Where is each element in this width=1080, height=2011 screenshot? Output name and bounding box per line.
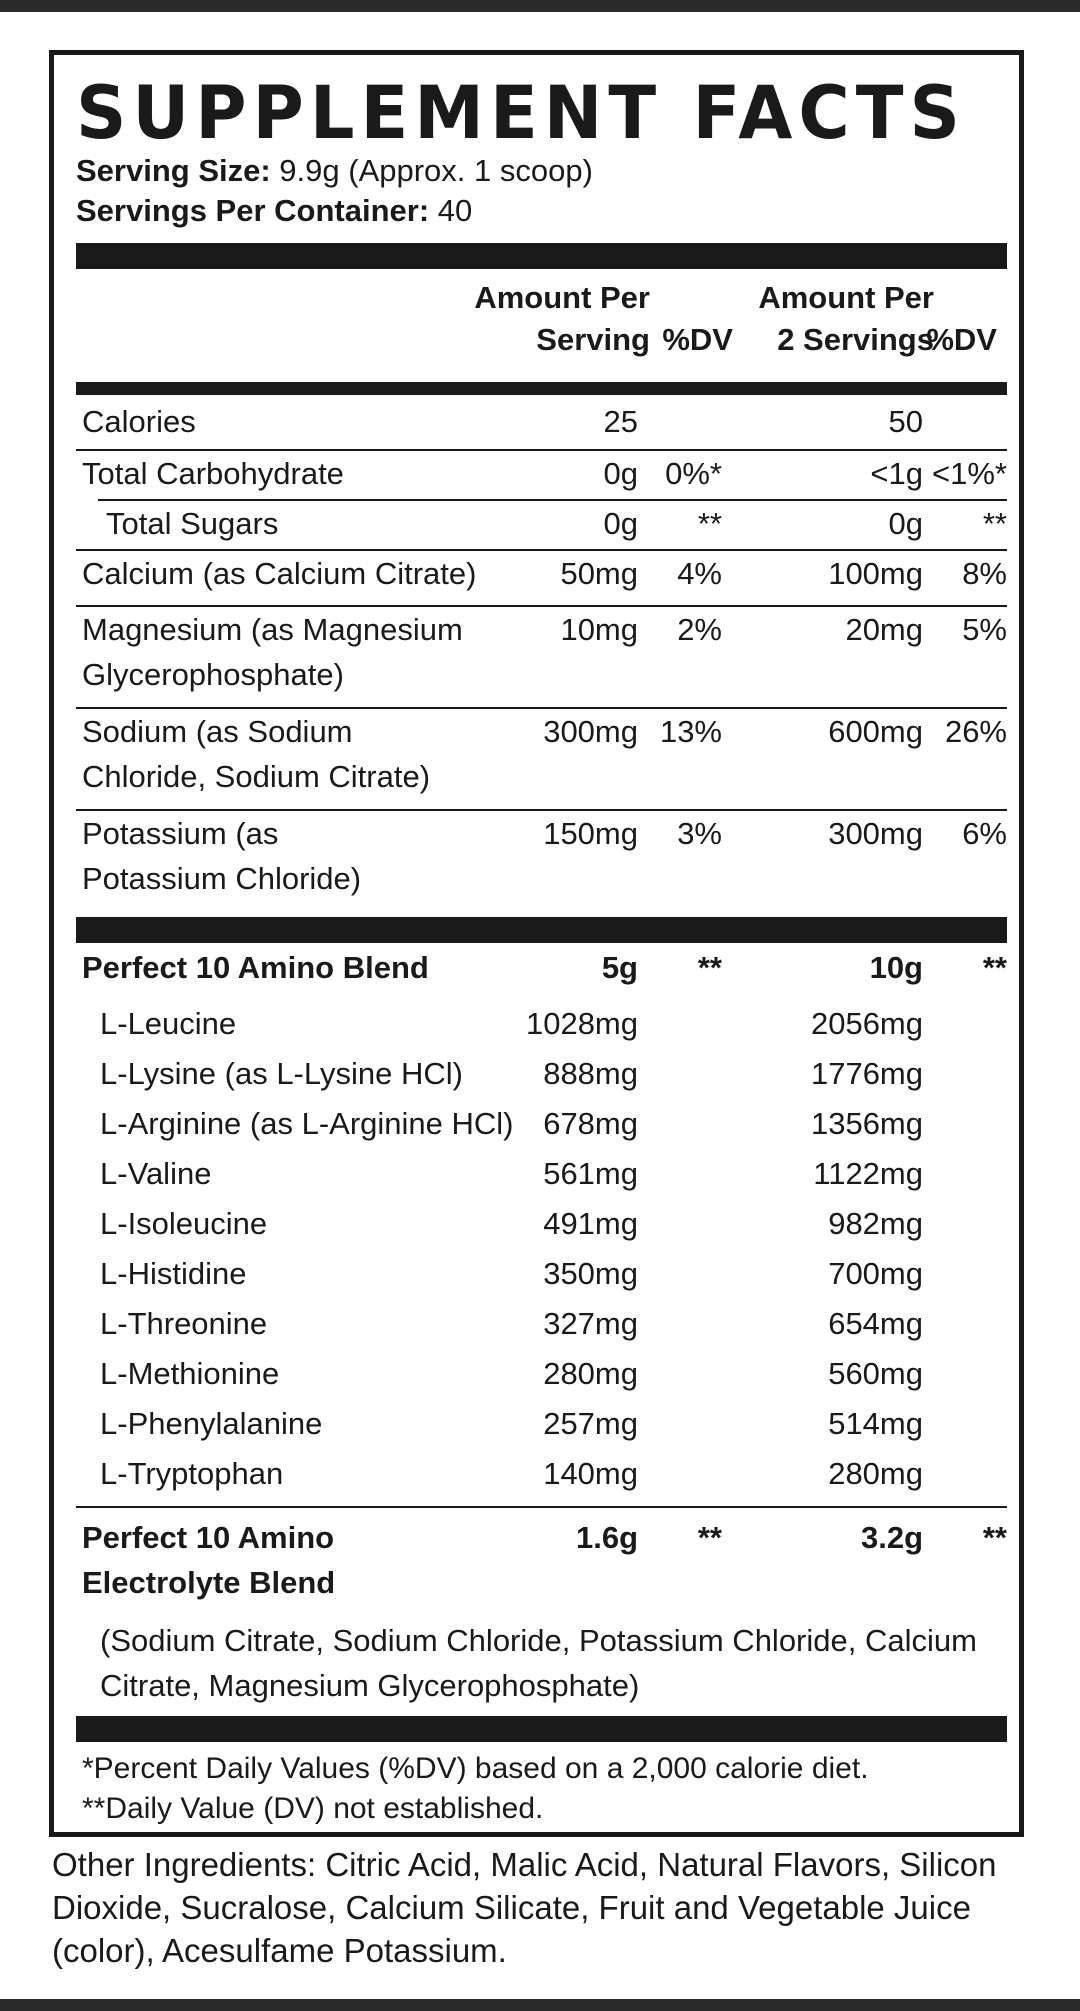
supplement-facts-panel bbox=[49, 50, 1024, 1837]
col-dv1: %DV bbox=[662, 322, 733, 357]
thick-divider bbox=[76, 917, 1007, 943]
amount-per-2-servings: 100mg bbox=[828, 556, 923, 591]
amount-per-2-servings: 982mg bbox=[828, 1206, 923, 1241]
amount-per-2-servings: 700mg bbox=[828, 1256, 923, 1291]
col-amount2-line1: Amount Per bbox=[758, 280, 934, 315]
servings-value: 40 bbox=[429, 193, 473, 228]
amino-name: L-Valine bbox=[100, 1156, 212, 1191]
amount-per-2-servings: 50 bbox=[888, 404, 923, 439]
dv-not-established-footnote: **Daily Value (DV) not established. bbox=[82, 1792, 544, 1825]
amount-per-serving: 10mg bbox=[560, 612, 638, 647]
amount-per-serving: 678mg bbox=[543, 1106, 638, 1141]
amino-name: L-Threonine bbox=[100, 1306, 268, 1341]
serving-size-value: 9.9g (Approx. 1 scoop) bbox=[270, 153, 593, 188]
dv-per-2-servings: 26% bbox=[944, 714, 1007, 749]
top-border bbox=[0, 0, 1080, 12]
dv-per-2-servings: <1%* bbox=[932, 456, 1007, 491]
amino-name: L-Histidine bbox=[100, 1256, 247, 1291]
amount-per-serving: 140mg bbox=[543, 1456, 638, 1491]
amount-per-2-servings: 300mg bbox=[828, 816, 923, 851]
amount-per-serving: 257mg bbox=[543, 1406, 638, 1441]
amount-per-serving: 561mg bbox=[543, 1156, 638, 1191]
servings-per-container bbox=[76, 191, 472, 231]
col-amount-per-2-servings bbox=[758, 277, 934, 361]
bottom-border bbox=[0, 1999, 1080, 2011]
amino-name: L-Arginine (as L-Arginine HCl) bbox=[100, 1106, 514, 1141]
amount-per-2-servings: 1356mg bbox=[810, 1106, 923, 1141]
nutrient-name: Potassium (as Potassium Chloride) bbox=[82, 816, 362, 896]
serving-size bbox=[76, 151, 593, 191]
amount-per-serving: 0g bbox=[603, 506, 638, 541]
row-rule bbox=[76, 1506, 1007, 1508]
blend-name: Perfect 10 Amino Electrolyte Blend bbox=[82, 1520, 336, 1600]
amount-per-2-servings: 280mg bbox=[828, 1456, 923, 1491]
dv-per-2-servings: 6% bbox=[962, 816, 1007, 851]
amount-per-serving: 5g bbox=[601, 950, 638, 985]
dv-per-serving: 4% bbox=[677, 556, 722, 591]
nutrient-name: Calcium (as Calcium Citrate) bbox=[82, 556, 477, 591]
amount-per-serving: 327mg bbox=[543, 1306, 638, 1341]
amount-per-2-servings: <1g bbox=[870, 456, 923, 491]
amino-name: L-Tryptophan bbox=[100, 1456, 284, 1491]
amount-per-2-servings: 514mg bbox=[828, 1406, 923, 1441]
amount-per-serving: 1.6g bbox=[575, 1520, 638, 1555]
col-amount2-line2: 2 Servings bbox=[777, 322, 934, 357]
dv-per-2-servings: ** bbox=[982, 1520, 1007, 1555]
nutrient-name: Magnesium (as Magnesium Glycerophosphate) bbox=[82, 612, 463, 692]
amount-per-2-servings: 1776mg bbox=[810, 1056, 923, 1091]
medium-divider bbox=[76, 382, 1007, 395]
thick-divider bbox=[76, 243, 1007, 269]
amount-per-2-servings: 0g bbox=[888, 506, 923, 541]
amino-name: L-Methionine bbox=[100, 1356, 280, 1391]
col-amount1-line1: Amount Per bbox=[474, 280, 650, 315]
amount-per-serving: 350mg bbox=[543, 1256, 638, 1291]
amount-per-2-servings: 600mg bbox=[828, 714, 923, 749]
nutrient-name: Total Carbohydrate bbox=[82, 456, 344, 491]
dv-per-serving: ** bbox=[697, 950, 722, 985]
amino-name: L-Phenylalanine bbox=[100, 1406, 323, 1441]
thick-divider bbox=[76, 1716, 1007, 1742]
nutrient-name: Sodium (as Sodium Chloride, Sodium Citrate) bbox=[82, 714, 431, 794]
amount-per-serving: 150mg bbox=[543, 816, 638, 851]
amount-per-serving: 888mg bbox=[543, 1056, 638, 1091]
amount-per-2-servings: 1122mg bbox=[813, 1156, 923, 1191]
amount-per-2-servings: 654mg bbox=[828, 1306, 923, 1341]
dv-per-serving: ** bbox=[697, 506, 722, 541]
amount-per-serving: 25 bbox=[603, 404, 638, 439]
dv-per-serving: ** bbox=[697, 1520, 722, 1555]
amino-name: L-Leucine bbox=[100, 1006, 237, 1041]
amount-per-serving: 50mg bbox=[560, 556, 638, 591]
amount-per-serving: 1028mg bbox=[525, 1006, 638, 1041]
dv-per-serving: 0%* bbox=[665, 456, 722, 491]
panel-title: SUPPLEMENT FACTS bbox=[76, 69, 966, 157]
dv-footnote: *Percent Daily Values (%DV) based on a 2,000 calorie diet. bbox=[82, 1752, 869, 1785]
other-ingredients: Other Ingredients: Citric Acid, Malic Acid, Natural Flavors, Silicon Dioxide, Sucralose, Calcium Silicate, Fruit and Vegetable Juice (color), Acesulfame Potassium. bbox=[52, 1846, 997, 1969]
amino-name: L-Lysine (as L-Lysine HCl) bbox=[100, 1056, 463, 1091]
dv-per-serving: 2% bbox=[677, 612, 722, 647]
amount-per-serving: 0g bbox=[603, 456, 638, 491]
nutrient-name: Total Sugars bbox=[106, 506, 279, 541]
amino-name: L-Isoleucine bbox=[100, 1206, 268, 1241]
blend-name: Perfect 10 Amino Blend bbox=[82, 950, 429, 985]
col-amount-per-serving bbox=[474, 277, 650, 361]
servings-label: Servings Per Container: bbox=[76, 193, 430, 228]
col-amount1-line2: Serving bbox=[536, 322, 650, 357]
amount-per-serving: 491mg bbox=[543, 1206, 638, 1241]
amount-per-2-servings: 2056mg bbox=[810, 1006, 923, 1041]
amount-per-2-servings: 3.2g bbox=[860, 1520, 923, 1555]
nutrient-name: Calories bbox=[82, 404, 196, 439]
dv-per-serving: 3% bbox=[677, 816, 722, 851]
amount-per-2-servings: 560mg bbox=[828, 1356, 923, 1391]
amount-per-serving: 300mg bbox=[543, 714, 638, 749]
amount-per-serving: 280mg bbox=[543, 1356, 638, 1391]
dv-per-2-servings: 5% bbox=[962, 612, 1007, 647]
col-dv2: %DV bbox=[926, 322, 997, 357]
blend-contents: (Sodium Citrate, Sodium Chloride, Potassium Chloride, Calcium Citrate, Magnesium Glycerophosphate) bbox=[100, 1623, 977, 1703]
amount-per-2-servings: 20mg bbox=[845, 612, 923, 647]
amount-per-2-servings: 10g bbox=[869, 950, 923, 985]
serving-size-label: Serving Size: bbox=[76, 153, 271, 188]
dv-per-2-servings: 8% bbox=[962, 556, 1007, 591]
dv-per-2-servings: ** bbox=[982, 950, 1007, 985]
dv-per-2-servings: ** bbox=[982, 506, 1007, 541]
dv-per-serving: 13% bbox=[659, 714, 722, 749]
